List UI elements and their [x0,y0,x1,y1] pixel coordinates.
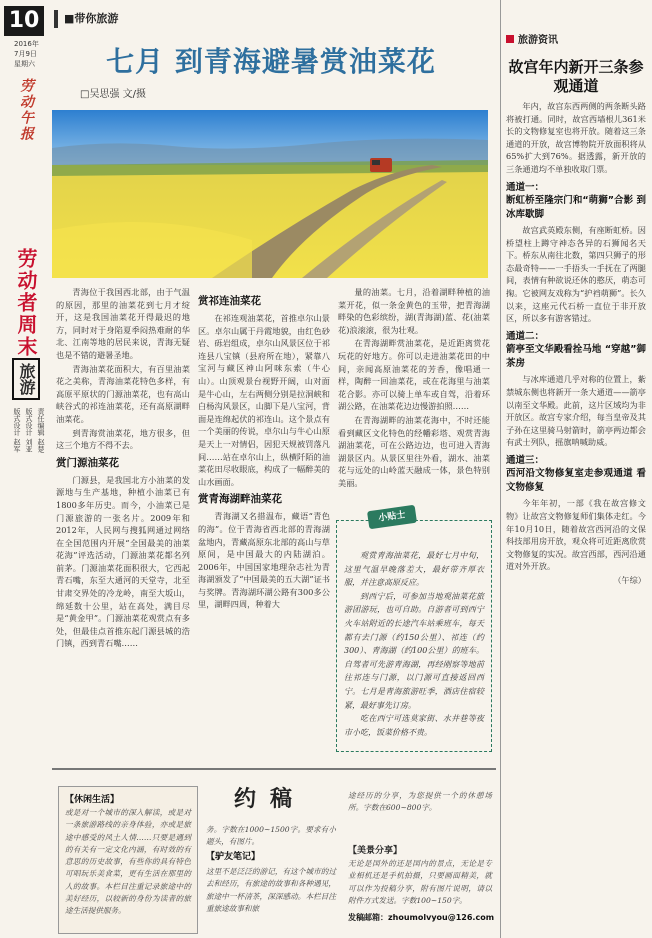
date-weekday: 星期六 [14,60,35,68]
subheading-menyuan: 赏门源油菜花 [56,456,119,469]
paragraph: 青海湖又名措温布，藏语“青色的海”。位于青海省西北部的青海湖盆地内，青藏高原东北部的高山与草原间，是中国最大的内陆湖泊。2006年，中国国家地理杂志社为青海湖颁发了“中国最美的五大湖”证书与奖牌。青海湖环湖公路有300多公里，湖畔四周，种着大 [198,511,330,610]
submissions-title: 约稿 [234,787,307,812]
news-body [506,100,646,930]
news-title: 故宫年内新开三条参观通道 [508,58,644,95]
paragraph: 到青海赏油菜花，地方很多，但这三个地方不得不去。 [56,427,190,451]
backpacker-title: 【驴友笔记】 [206,852,261,862]
section-title: 劳动者周末 [14,248,38,358]
tips-tag: 小贴士 [367,505,417,530]
paragraph: 量的油菜。七月，沿着湖畔种植的油菜开花，似一条金黄色的玉带，把青海湖畔染的色彩缤纷，湖(青海湖)蓝、花(油菜花)浪滚滚，很为壮观。 [338,287,490,335]
backpacker-text: 这里不是泛泛的游记，有这个城市的过去和经历，有旅途的故事和各种遇见，旅途中一杯清茶，深深感动。本栏目注重旅途故事和旅 [206,867,336,913]
news-label: 旅游资讯 [506,34,558,48]
credit-3: 责任编辑 赵楚 [37,408,45,453]
article-column-3 [338,286,490,508]
travel-sharing-text: 途经历的分享，为您提供一个的休憩场所。字数在600~800字。 [348,791,492,813]
article-column-1 [56,286,190,760]
paragraph: 在祁连观油菜花，首推卓尔山景区。卓尔山属于丹霞地貌，由红色砂岩、砾岩组成，卓尔山风景区位于祁连县八宝镇（县府所在地），紧靠八宝河与藏区神山阿咪东索（牛心山）。山顶观景台视野开阔，山对面是牛心山，左右两侧分别是拉洞峡和白杨沟风景区，山脚下是八宝河，背面是连绵起伏的祁连山。这个景点有一个美丽的传说，卓尔山与牛心山原是天上一对情侣，因犯天规被罚落凡间……站在卓尔山上，纵横阡陌的油菜花田尽收眼底，构成了一幅醉美的山水画面。 [198,313,330,487]
rapeseed-field-photo [52,110,488,278]
leisure-life-box [58,786,198,934]
column-label: ■带你旅游 [54,10,488,28]
column-divider [500,0,501,938]
photo-illustration [52,110,488,278]
paragraph: 年内，故宫东西两侧的两条断头路将被打通。同时，故宫西墙根儿361米长的文物修复室也将开放。随着这三条通道的开放，故宫博物院开放面积将从65%扩大到76%。据透露，新开放的三条通道均不单独收取门票。 [506,101,646,174]
subheading-passage-2: 通道二： 箭亭至文华殿看拴马地 “穿越”御茶房 [506,330,646,369]
subheading-passage-1: 通道一： 断虹桥至隆宗门和“萌狮”合影 到冰库歇脚 [506,181,646,220]
paragraph: 在青海湖畔的油菜花海中，不时还能看到藏区文化特色的经幡彩塔、观赏青海湖油菜花，可在公路边边，也可进入青海湖景区内。从景区里往外看，湖水、油菜花与远处的山岭蓝天融成一体，景色特别美丽。 [338,414,490,488]
paragraph: 与冰库通道几乎对称的位置上，紫禁城东侧也将新开一条大通道——箭亭以南至文华殿。此前，这片区域均为非开放区。故宫专家介绍，每当皇帝及其子孙在这里骑马射箭时，箭亭两边都会有武士列队，摇旗呐喊助威。 [506,374,646,448]
tip-paragraph: 观赏青海油菜花，最好七月中旬，这里气温早晚落差大，最好带齐厚衣服，并注意高原反应。 [344,551,484,588]
paragraph: 故宫武英殿东侧，有座断虹桥。因桥望柱上蹲守神态各异的石狮闻名天下。桥东从南往北数，第四只狮子的形态最奇特——一手捂头一手抚在了两腿间，表情有种欲说还休的憨厌，萌态可掬。它被网友戏称为“护裆萌狮”。长久以来，这座元代石桥一直位于非开放区，所以多有游客错过。 [506,225,646,324]
leisure-title: 【休闲生活】 [65,795,120,805]
paragraph: 在青海湖畔赏油菜花，是近距离赏花玩花的好地方。你可以走进油菜花田的中间，亲闻高原油菜花的芳香，像唱通一样，陶醉一回油菜花，或在花海里与油菜花合影。亦可以骑上单车或自驾，沿着环湖公路，在油菜花边边慢游拍照…… [338,338,490,412]
tip-paragraph: 吃在西宁可选莫家街、水井巷等夜市小吃，饭菜价格不贵。 [344,714,484,737]
source-note: （午综） [613,574,646,585]
page-number: 10 [4,6,44,36]
credit-1: 版式设计 赵军 [13,408,21,453]
headline: 七月 到青海避暑赏油菜花 [106,45,436,78]
leisure-text: 或是对一个城市的深入解读，或是对一条旅游路线的亲身体验，亦或是旅途中感受的风土人情……只要是遇到的有关有一定文化内涵，有时效的有意思的历史故事，有些你的具有特色可唱玩乐美食菜，更有生活在那里的人的故事。本栏目注重记录旅途中的美好经历，以较新的身份为读者的旅途生活提供服务。 [65,808,191,916]
subheading-passage-3: 通道三： 西河沿文物修复室走参观通道 看文物修复 [506,454,646,493]
tip-paragraph: 到西宁后，可参加当地观油菜花旅游团游玩，也可自助。自游者可到西宁火车站附近的长途汽车站乘班车，每天都有去门源（约150公里）、祁连（约300）、青海湖（约100公里）的班车。自驾者可先游青海湖，再经刚察等地前往祁连与门源，以门源可直接返回西宁。七月是青海旅游旺季，酒店住宿较紧，最好事先订房。 [344,591,484,710]
date-day: 7月9日 [14,50,37,58]
subheading-qinghai-lake: 赏青海湖畔油菜花 [198,493,282,506]
byline: □吴思强 文/摄 [80,89,146,100]
date-year: 2016年 [14,40,39,48]
newspaper-logo: 劳动午报 [18,78,34,142]
subheading-qilian: 赏祁连油菜花 [198,295,261,307]
article-column-2 [198,290,330,760]
paragraph: 门源县，是我国北方小油菜的发源地与生产基地，种植小油菜已有1800多年历史。而今，小油菜已是门源旅游的一张名片。2009年和2012年，人民网与搜狐网通过网络在全国范围内开展“全国最美的油菜花海”评选活动，门源油菜花都名列前茅。门源油菜花面积很大，它西起青石嘴，东至大通河的天堂寺，北至甘肃交界处的冷龙岭，南至大坂山，绵延数十公里，站在高处，满目尽是“黄金甲”。门源油菜花观赏点有多处，但最佳点首推东起门源县城的浩门镇，西到青石嘴…… [56,474,190,649]
scenery-share-title: 【美景分享】 [348,846,403,856]
credit-2: 版式设计 刘亚 [25,408,33,453]
topic-badge: 旅游 [12,358,40,400]
submission-requirements: 务。字数在1000~1500字。要求有小题头，有图片。 [206,825,336,847]
paragraph: 今年年初，一部《我在故宫修文物》让故宫文物修复师们集体走红。今年10月10日，随着故宫西河沿的文保科技部用房开放，观众将可近距离欣赏文物修复的实况。故宫西部，西河沿通道对外开放。 [506,498,646,572]
tips-box [336,520,492,752]
submission-email[interactable]: 发稿邮箱：zhoumolvyou@126.com [348,913,495,922]
scenery-share-text: 无论是国外的还是国内的景点，无论是专业相机还是手机拍摄，只要画面精美，就可以作为投稿分享，附有图片说明，请以附件方式发送。字数100~150字。 [348,859,492,905]
paragraph: 青海位于我国西北部，由于气温的原因，那里的油菜花到七月才绽开，这是我国油菜花开得最迟的地方，同时对于身陷夏季闷热难耐的华北、江南等地的居民来说，青海无疑也是不错的避暑圣地。 [56,287,190,360]
paragraph: 青海油菜花面积大，有百里油菜花之美称，青海油菜花特色多样，有高原平原状的门源油菜花，也有高山峡谷式的祁连油菜花，还有高原湖畔油菜花。 [56,363,190,424]
